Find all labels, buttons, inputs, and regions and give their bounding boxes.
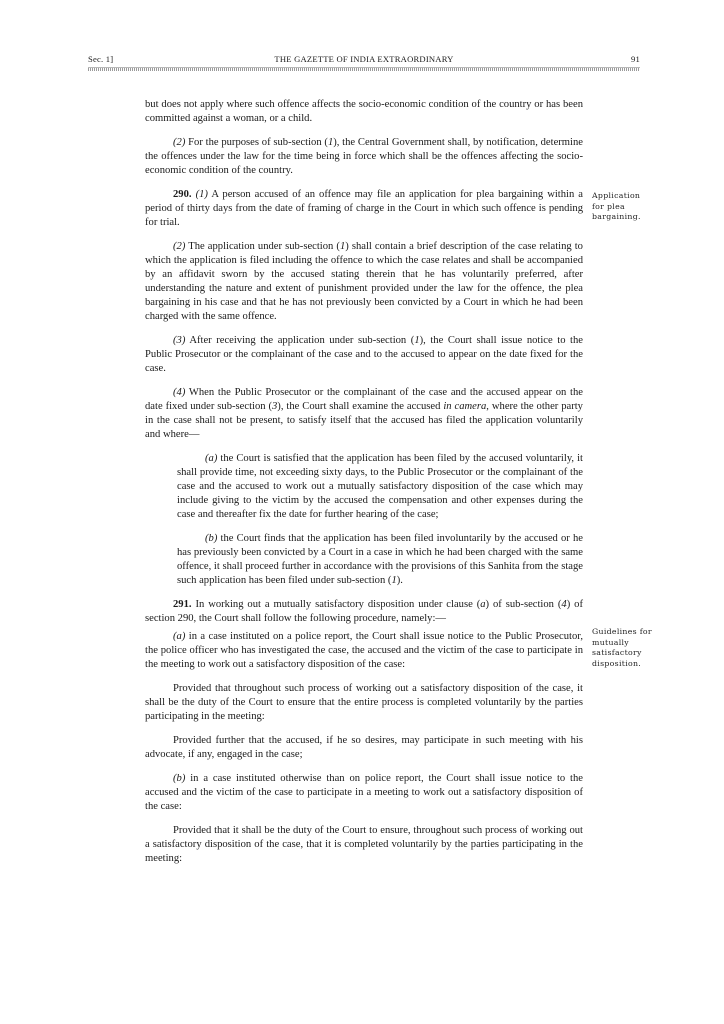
- proviso-2: Provided further that the accused, if he so desires, may participate in such meeting with his advocate, if any, engaged in the case;: [145, 735, 583, 760]
- clause-290-4-a: (a) the Court is satisfied that the application has been filed by the accused voluntarily, it shall provide time, not exceeding sixty days, to the Public Prosecutor or the complainant of the case and the accused to work out a mutually satisfactory disposition of the case which may include giving to the victim by the accused the compensation and other expenses during the case and thereafter fix the date for further hearing of the case;: [177, 453, 583, 520]
- section-reference: Sec. 1]: [88, 54, 114, 64]
- clause-291-b: (b) in a case instituted otherwise than on police report, the Court shall issue notice to the accused and the victim of the case to participate in a meeting to work out a satisfactory disposition of the case:: [145, 773, 583, 812]
- clause-290-4-b: (b) the Court finds that the application has been filed involuntarily by the accused or he has previously been convicted by a Court in a case in which he had been charged with the same offence, it shall proceed further in accordance with the provisions of this Sanhita from the stage such application has been filed under sub-section (1).: [177, 533, 583, 586]
- paragraph-continuation: but does not apply where such offence affects the socio-economic condition of the country or has been committed against a woman, or a child.: [145, 99, 583, 124]
- section-291: 291. In working out a mutually satisfactory disposition under clause (a) of sub-section (4) of section 290, the Court shall follow the following procedure, namely:—: [145, 599, 583, 624]
- section-290: 290. (1) A person accused of an offence may file an application for plea bargaining within a period of thirty days from the date of framing of charge in the Court in which such offence is pending for trial.: [145, 189, 583, 228]
- page-header: [88, 54, 640, 66]
- page-number: 91: [631, 54, 640, 64]
- section-290-sub-4: (4) When the Public Prosecutor or the complainant of the case and the accused appear on the date fixed under sub-section (3), the Court shall examine the accused in camera, where the other party in the case shall not be present, to satisfy itself that the accused has filed the application voluntarily and where—: [145, 387, 583, 440]
- gazette-title: THE GAZETTE OF INDIA EXTRAORDINARY: [274, 54, 454, 64]
- proviso-3: Provided that it shall be the duty of the Court to ensure, throughout such process of working out a satisfactory disposition of the case, that it is completed voluntarily by the parties participating in the meeting:: [145, 825, 583, 864]
- paragraph-sub-2: (2) For the purposes of sub-section (1), the Central Government shall, by notification, determine the offences under the law for the time being in force which shall be the offences affecting the socio-economic condition of the country.: [145, 137, 583, 176]
- clause-291-a: (a) in a case instituted on a police report, the Court shall issue notice to the Public Prosecutor, the police officer who has investigated the case, the accused and the victim of the case to participate in the meeting to work out a satisfactory disposition of the case:: [145, 631, 583, 670]
- margin-note-290: Application for plea bargaining.: [592, 191, 641, 221]
- margin-note-291: Guidelines for mutually satisfactory disposition.: [592, 627, 652, 668]
- document-body: [145, 98, 583, 876]
- proviso-1: Provided that throughout such process of working out a satisfactory disposition of the case, it shall be the duty of the Court to ensure that the entire process is completed voluntarily by the parties participating in the meeting:: [145, 683, 583, 722]
- section-290-sub-2: (2) The application under sub-section (1) shall contain a brief description of the case relating to which the application is filed including the offence to which the case relates and shall be accompanied by an affidavit sworn by the accused stating therein that he has voluntarily preferred, after understanding the nature and extent of punishment provided under the law for the offence, the plea bargaining in his case and that he has not previously been convicted by a Court in which he had been charged with the same offence.: [145, 241, 583, 322]
- header-rule: [88, 67, 640, 71]
- section-290-sub-3: (3) After receiving the application under sub-section (1), the Court shall issue notice to the Public Prosecutor or the complainant of the case and to the accused to appear on the date fixed for the case.: [145, 335, 583, 374]
